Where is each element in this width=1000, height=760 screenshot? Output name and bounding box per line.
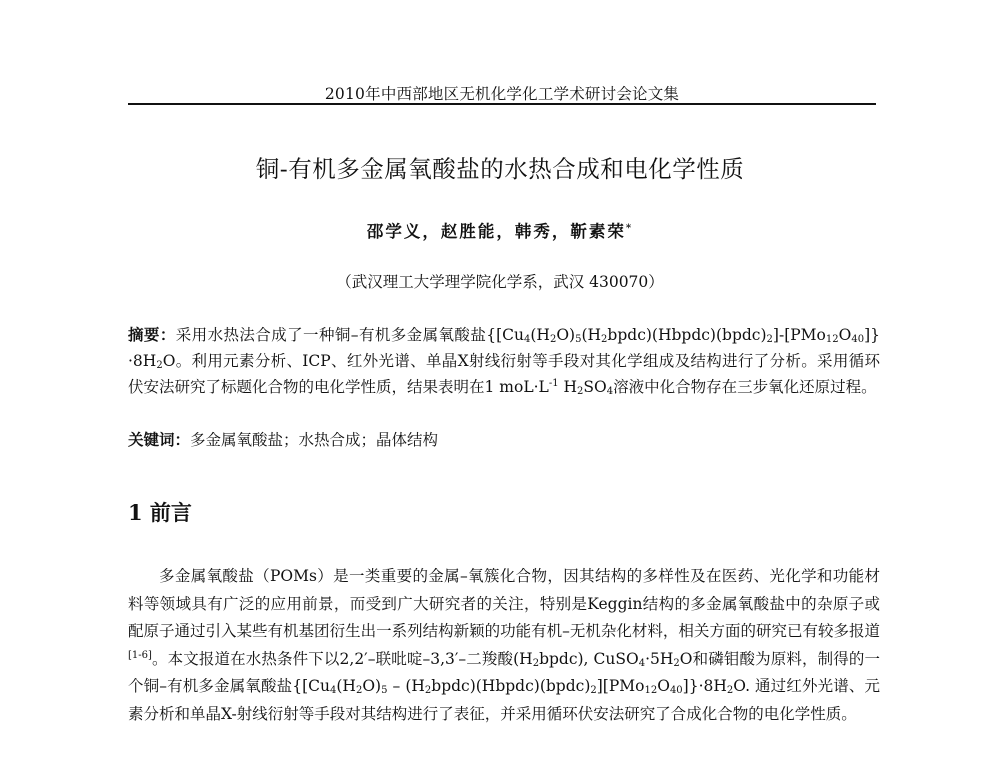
- running-header: 2010年中西部地区无机化学化工学术研讨会论文集: [324, 85, 680, 103]
- keywords: [128, 427, 880, 453]
- corresponding-author-mark: *: [625, 223, 634, 234]
- citation: [1-6]: [128, 649, 152, 661]
- abstract: 摘要：采用水热法合成了一种铜–有机多金属氧酸盐$\{[Cu_4(H_2O)_5(H_2bpdc)(Hbpdc)(bpdc)_2]-[PMo_{12}O_{40}]\}\cdot 8H_2O$。利用元素分析、ICP、红外光谱、单晶X射线衍射等手段对其化学组成及结构进行了分析。采用循环伏安法研究了标题化合物的电化学性质，结果表明在1 $moL\cdot L^{-1}$ $H_2SO_4$溶液中化合物存在三步氧化还原过程。: [128, 325, 880, 397]
- introduction-paragraph: 多金属氧酸盐（POMs）是一类重要的金属–氧簇化合物，因其结构的多样性及在医药、光化学和功能材料等领域具有广泛的应用前景，而受到广大研究者的关注，特别是Keggin结构的多金属氧酸盐中的杂原子或配原子通过引入某些有机基团衍生出一系列结构新颖的功能有机–无机杂化材料，相关方面的研究已有较多报道[1-6]。本文报道在水热条件下以2,2′–联吡啶–3,3′–二羧酸$(H_2bpdc)$, $CuSO_4\cdot 5H_2O$和磷钼酸为原料，制得的一个铜–有机多金属氧酸盐{[$Cu_4(H_2O)_5$ – $(H_2bpdc)(Hbpdc)(bpdc)_2][PMo_{12}O_{40}]\}\cdot 8H_2O$. 通过红外光谱、元素分析和单晶X-射线衍射等手段对其结构进行了表征，并采用循环伏安法研究了合成化合物的电化学性质。: [128, 567, 880, 723]
- paper-title: 铜-有机多金属氧酸盐的水热合成和电化学性质: [255, 155, 745, 183]
- keywords-text: 多金属氧酸盐；水热合成；晶体结构: [190, 431, 439, 449]
- section-heading-introduction: 1 前言: [128, 500, 192, 525]
- affiliation: （武汉理工大学理学院化学系，武汉 430070）: [336, 273, 664, 291]
- author-names: 邵学义，赵胜能，韩秀，靳素荣: [366, 222, 626, 241]
- author-list: [0, 218, 1000, 242]
- keywords-label: 关键词：: [128, 430, 191, 449]
- header-rule: [128, 103, 876, 105]
- abstract-label: 摘要：: [128, 325, 176, 344]
